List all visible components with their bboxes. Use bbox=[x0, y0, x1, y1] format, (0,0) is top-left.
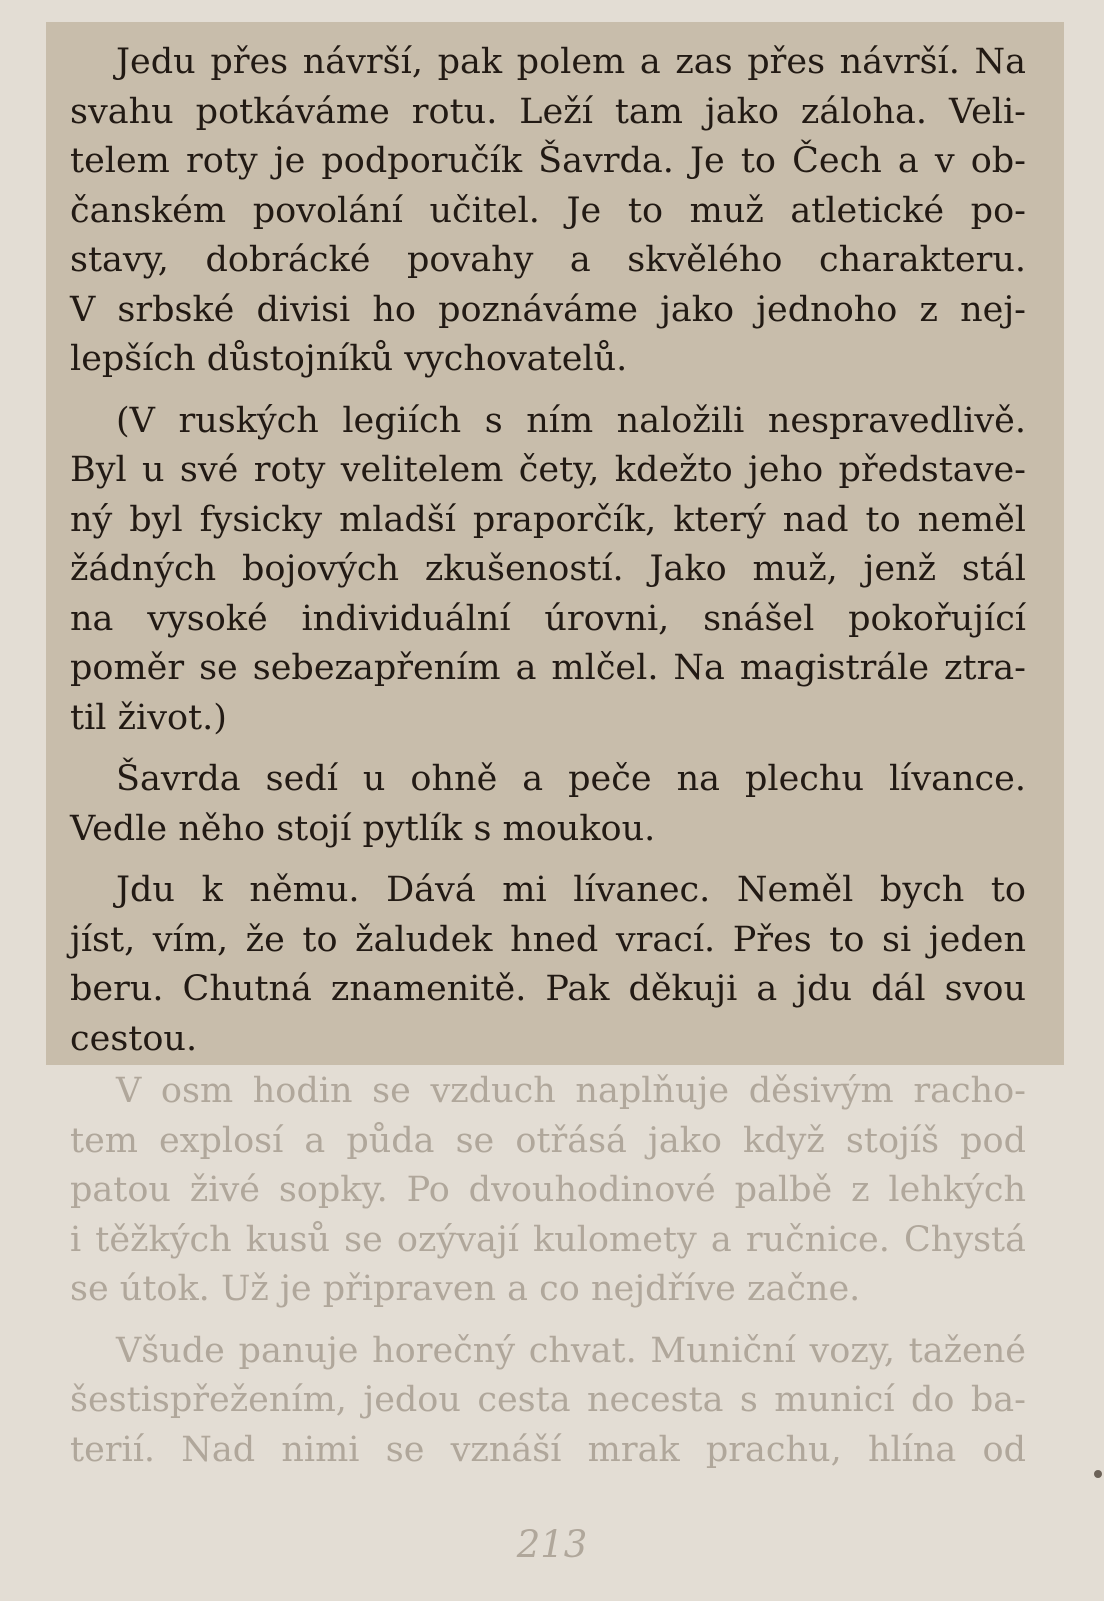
faded-text-block bbox=[70, 1067, 1026, 1487]
text-line: Šavrda sedí u ohně a peče na plechu lívance. bbox=[116, 759, 1026, 799]
paper-speck bbox=[1094, 1470, 1102, 1478]
text-line: telem roty je podporučík Šavrda. Je to Čech a v ob- bbox=[70, 141, 1026, 181]
paragraph bbox=[70, 866, 1026, 1064]
text-line: i těžkých kusů se ozývají kulomety a ručnice. Chystá bbox=[70, 1219, 1026, 1260]
text-line: žádných bojových zkušeností. Jako muž, jenž stál bbox=[70, 549, 1026, 589]
text-line: lepších důstojníků vychovatelů. bbox=[70, 339, 628, 379]
text-line: Vedle něho stojí pytlík s moukou. bbox=[70, 808, 656, 849]
text-line: Jedu přes návrší, pak polem a zas přes návrší. Na bbox=[116, 42, 1026, 82]
paragraph bbox=[70, 397, 1026, 744]
text-line: svahu potkáváme rotu. Leží tam jako záloha. Veli- bbox=[70, 91, 1026, 132]
text-line: čanském povolání učitel. Je to muž atletické po- bbox=[70, 190, 1026, 231]
text-line: patou živé sopky. Po dvouhodinové palbě z lehkých bbox=[70, 1170, 1026, 1210]
text-line: cestou. bbox=[70, 1018, 198, 1059]
paragraph bbox=[70, 38, 1026, 385]
text-line: beru. Chutná znamenitě. Pak děkuji a jdu dál svou bbox=[70, 969, 1026, 1009]
text-line: terií. Nad nimi se vznáší mrak prachu, hlína od bbox=[70, 1429, 1026, 1470]
text-line: tem explosí a půda se otřásá jako když stojíš pod bbox=[70, 1120, 1026, 1161]
paragraph bbox=[70, 1067, 1026, 1315]
page-number: 213 bbox=[516, 1523, 588, 1566]
text-line: Všude panuje horečný chvat. Muniční vozy, tažené bbox=[116, 1330, 1026, 1371]
text-line: jíst, vím, že to žaludek hned vrací. Přes to si jeden bbox=[70, 919, 1026, 960]
paragraph bbox=[70, 1327, 1026, 1476]
text-line: V osm hodin se vzduch naplňuje děsivým racho- bbox=[116, 1071, 1026, 1111]
text-line: se útok. Už je připraven a co nejdříve začne. bbox=[70, 1269, 861, 1309]
text-line: stavy, dobrácké povahy a skvělého charakteru. bbox=[70, 240, 1026, 280]
highlighted-text-block bbox=[70, 38, 1026, 1076]
text-line: (V ruských legiích s ním naložili nespravedlivě. bbox=[116, 400, 1026, 441]
text-line: na vysoké individuální úrovni, snášel pokořující bbox=[70, 598, 1026, 639]
text-line: til život.) bbox=[70, 697, 227, 738]
paragraph bbox=[70, 755, 1026, 854]
text-line: Byl u své roty velitelem čety, kdežto jeho představe- bbox=[70, 450, 1026, 490]
text-line: ný byl fysicky mladší praporčík, který nad to neměl bbox=[70, 499, 1026, 540]
text-line: Jdu k němu. Dává mi lívanec. Neměl bych to bbox=[116, 870, 1026, 910]
text-line: poměr se sebezapřením a mlčel. Na magistrále ztra- bbox=[70, 648, 1026, 688]
text-line: V srbské divisi ho poznáváme jako jednoho z nej- bbox=[70, 289, 1026, 330]
text-line: šestispřežením, jedou cesta necesta s municí do ba- bbox=[70, 1380, 1026, 1420]
